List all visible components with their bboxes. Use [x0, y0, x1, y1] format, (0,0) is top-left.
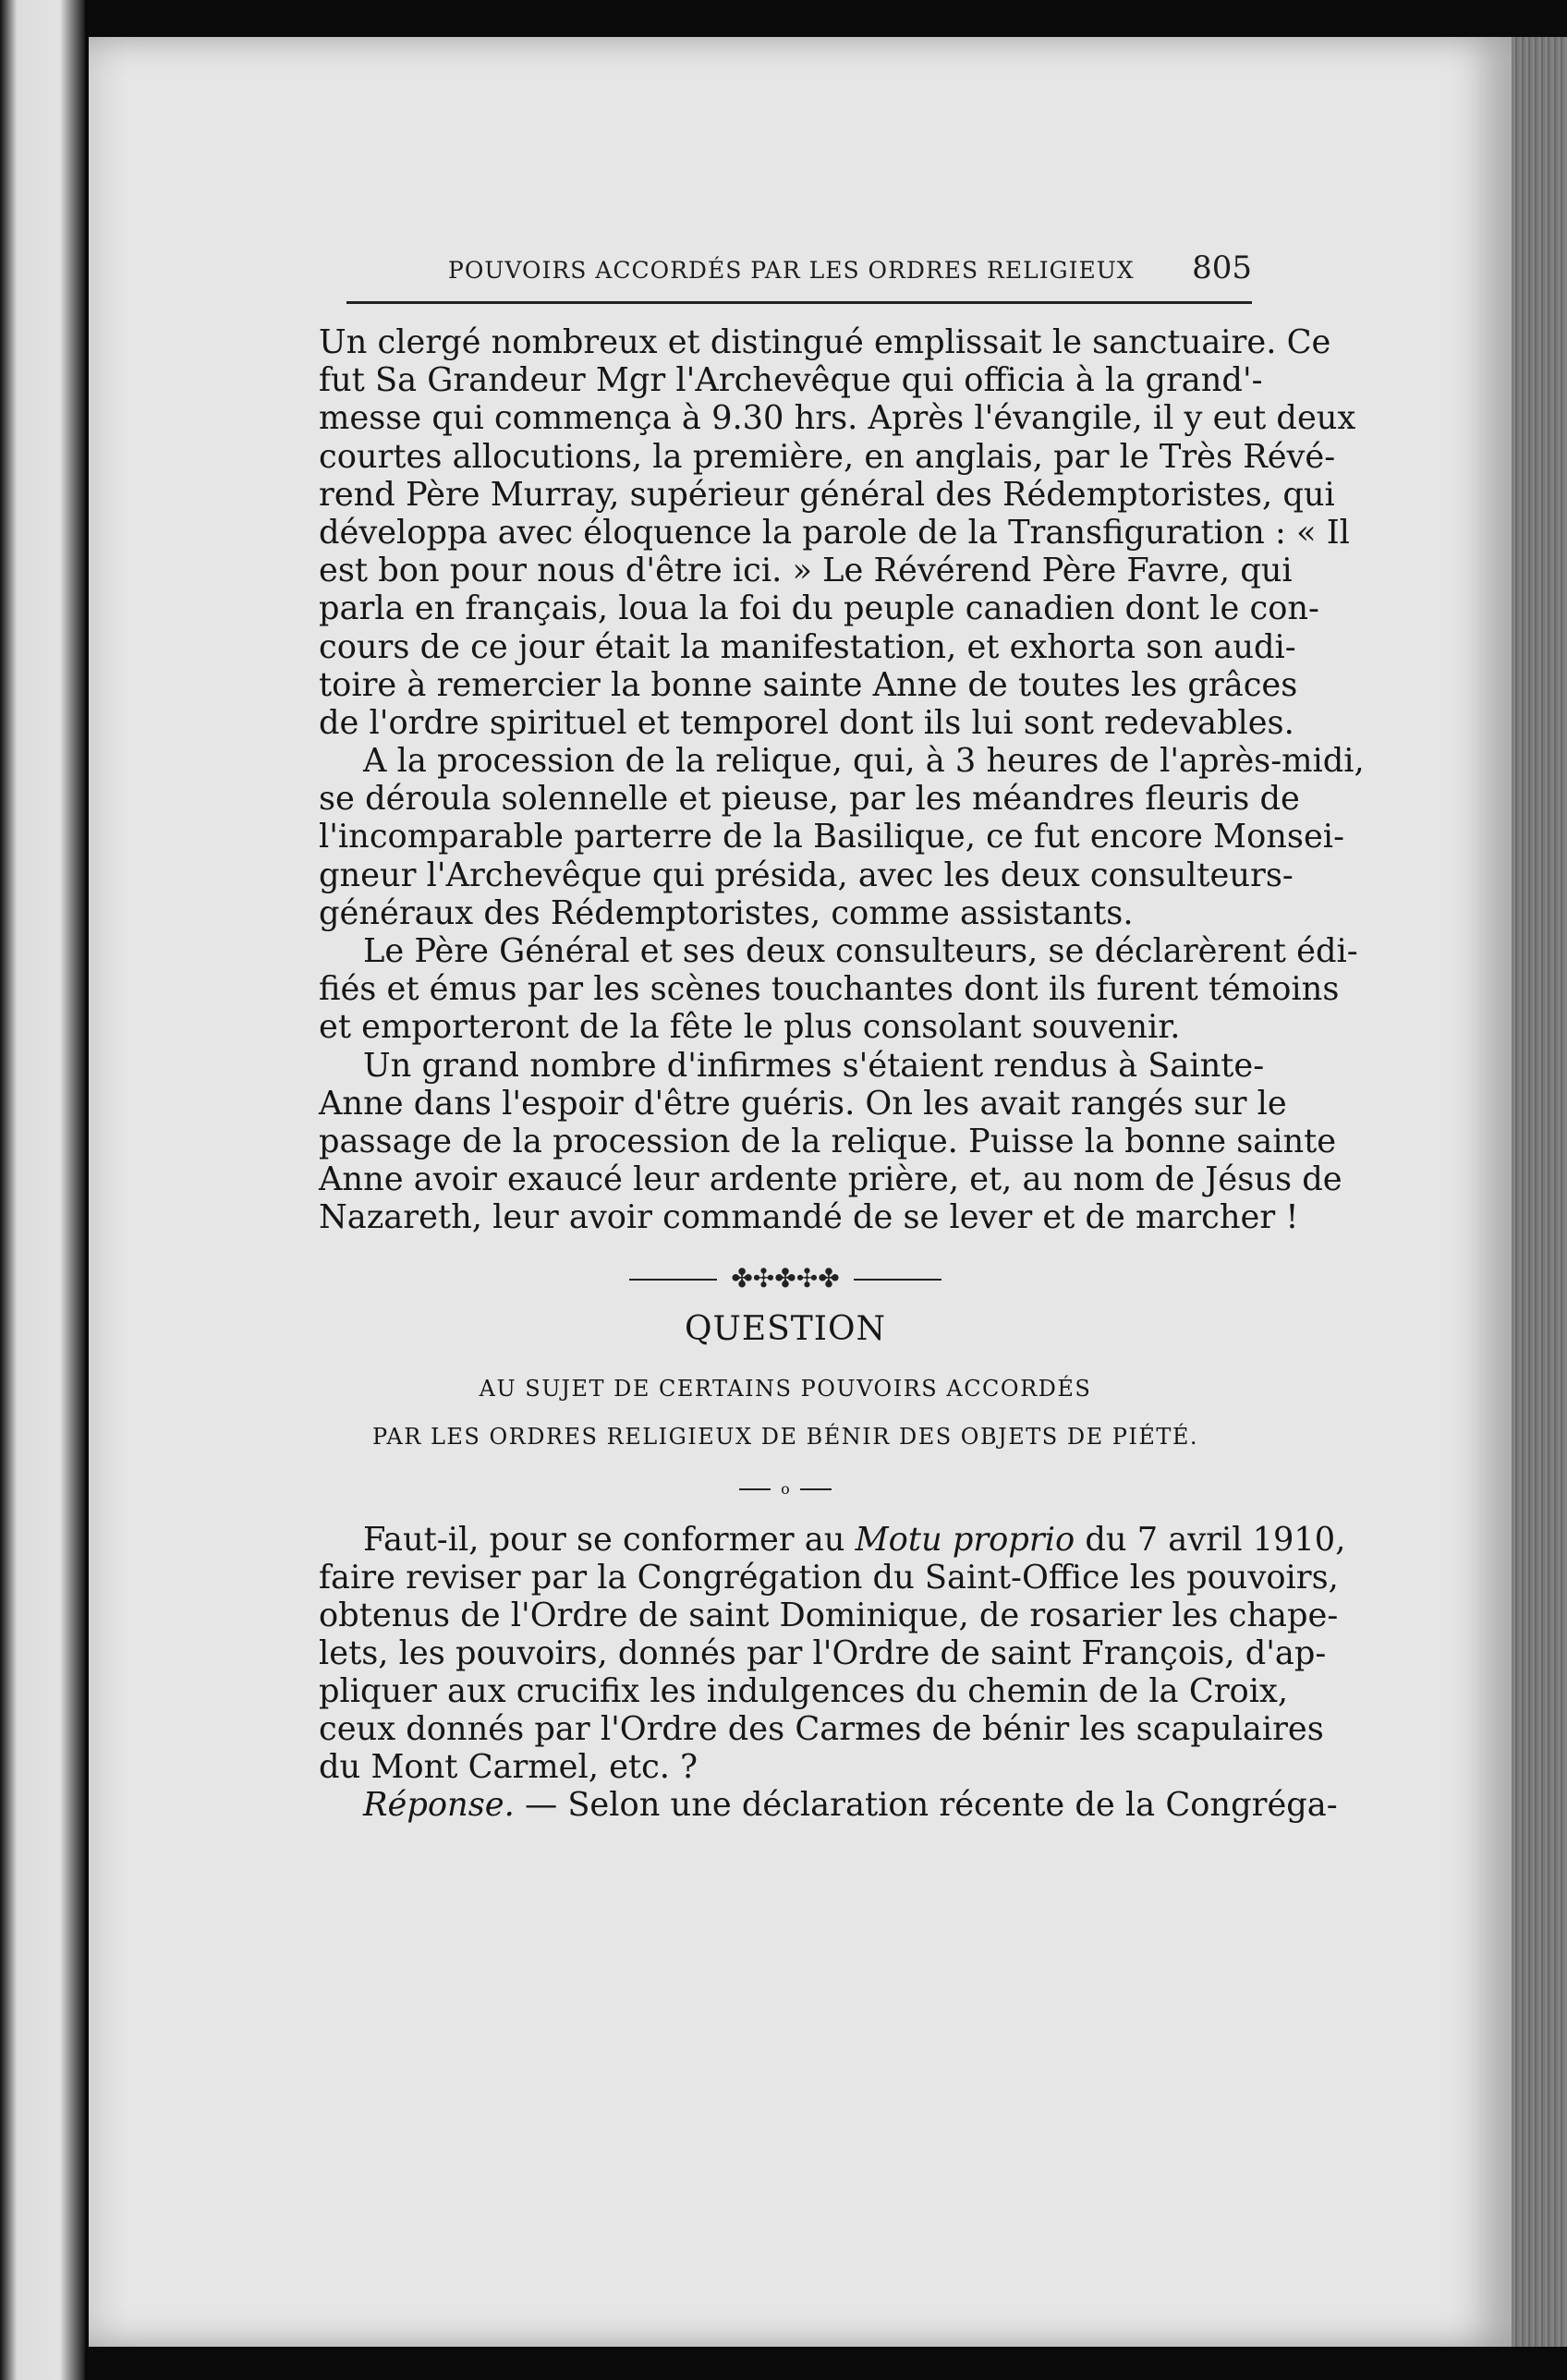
text-line: passage de la procession de la relique. Puisse la bonne sainte — [319, 1122, 1337, 1160]
reponse-text: — Selon une déclaration récente de la Congréga- — [524, 1786, 1338, 1825]
separator-mark: o — [781, 1479, 790, 1498]
paragraph-2 — [319, 742, 1365, 932]
text-line: se déroula solennelle et pieuse, par les méandres fleuris de — [319, 780, 1300, 819]
text-line: de l'ordre spirituel et temporel dont ils lui sont redevables. — [319, 703, 1294, 742]
text-line: gneur l'Archevêque qui présida, avec les deux consulteurs- — [319, 856, 1294, 894]
question-subtitle-line-2: PAR LES ORDRES RELIGIEUX DE BÉNIR DES OBJETS DE PIÉTÉ. — [371, 1423, 1199, 1450]
text-line: lets, les pouvoirs, donnés par l'Ordre de saint François, d'ap- — [319, 1634, 1327, 1673]
page-edge-stack — [1512, 37, 1567, 2347]
text-line: Anne avoir exaucé leur ardente prière, et, au nom de Jésus de — [319, 1160, 1342, 1199]
question-line1-rest: du 7 avril 1910, — [1085, 1521, 1346, 1560]
text-line: du Mont Carmel, etc. ? — [319, 1748, 698, 1787]
text-line: Nazareth, leur avoir commandé de se lever et de marcher ! — [319, 1198, 1299, 1237]
text-line: cours de ce jour était la manifestation, et exhorta son audi- — [319, 627, 1296, 666]
running-header — [346, 249, 1252, 296]
text-line — [319, 1786, 1338, 1825]
question-first-words: Faut-il, pour se conformer au — [363, 1521, 845, 1560]
paragraph-1 — [319, 323, 1356, 742]
paragraph-3 — [319, 932, 1358, 1047]
text-line: parla en français, loua la foi du peuple canadien dont le con- — [319, 589, 1319, 628]
adjacent-page-strip — [0, 0, 85, 2380]
text-line: A la procession de la relique, qui, à 3 heures de l'après-midi, — [363, 742, 1365, 781]
text-line: obtenus de l'Ordre de saint Dominique, de rosarier les chape- — [319, 1597, 1339, 1635]
text-line — [319, 1521, 1346, 1560]
text-line: courtes allocutions, la première, en anglais, par le Très Révé- — [319, 437, 1336, 476]
page-number: 805 — [1192, 249, 1252, 286]
text-line: est bon pour nous d'être ici. » Le Révérend Père Favre, qui — [319, 552, 1293, 590]
motu-proprio: Motu proprio — [855, 1521, 1075, 1560]
text-line: Un clergé nombreux et distingué emplissait le sanctuaire. Ce — [319, 323, 1331, 361]
reponse-label: Réponse. — [363, 1786, 515, 1825]
text-line: messe qui commença à 9.30 hrs. Après l'évangile, il y eut deux — [319, 399, 1356, 438]
question-subtitle-line-1: AU SUJET DE CERTAINS POUVOIRS ACCORDÉS — [479, 1375, 1092, 1402]
ornament-rule-right — [854, 1279, 941, 1281]
text-line: toire à remercier la bonne sainte Anne de toutes les grâces — [319, 665, 1298, 704]
question-paragraph — [319, 1521, 1346, 1825]
text-line: généraux des Rédemptoristes, comme assistants. — [319, 893, 1134, 932]
text-line: Le Père Général et ses deux consulteurs, se déclarèrent édi- — [363, 932, 1358, 970]
separator-rule-right — [800, 1488, 832, 1490]
text-line: développa avec éloquence la parole de la Transfiguration : « Il — [319, 513, 1350, 552]
text-line: rend Père Murray, supérieur général des Rédemptoristes, qui — [319, 475, 1335, 514]
separator-rule-left — [739, 1488, 771, 1490]
text-line: ceux donnés par l'Ordre des Carmes de bénir les scapulaires — [319, 1710, 1324, 1749]
ornament-rule-left — [629, 1279, 717, 1281]
text-line: Anne dans l'espoir d'être guéris. On les avait rangés sur le — [319, 1084, 1287, 1123]
section-ornament — [319, 1259, 1252, 1297]
header-rule — [346, 301, 1252, 304]
text-line: et emporteront de la fête le plus consolant souvenir. — [319, 1008, 1181, 1047]
text-line: Un grand nombre d'infirmes s'étaient rendus à Sainte- — [363, 1046, 1265, 1085]
paragraph-4 — [319, 1046, 1342, 1237]
text-line: fiés et émus par les scènes touchantes dont ils furent témoins — [319, 970, 1340, 1009]
text-line: faire reviser par la Congrégation du Saint-Office les pouvoirs, — [319, 1559, 1339, 1597]
text-line: fut Sa Grandeur Mgr l'Archevêque qui officia à la grand'- — [319, 361, 1263, 400]
text-line: l'incomparable parterre de la Basilique, ce fut encore Monsei- — [319, 818, 1344, 856]
question-title: QUESTION — [684, 1309, 887, 1348]
running-title: POUVOIRS ACCORDÉS PAR LES ORDRES RELIGIEUX — [448, 257, 1135, 284]
text-line: pliquer aux crucifix les indulgences du chemin de la Croix, — [319, 1672, 1289, 1711]
small-separator — [319, 1470, 1252, 1508]
text-block — [319, 323, 1365, 1825]
ornament-glyphs: ✤✣✤✣✤ — [731, 1262, 840, 1293]
